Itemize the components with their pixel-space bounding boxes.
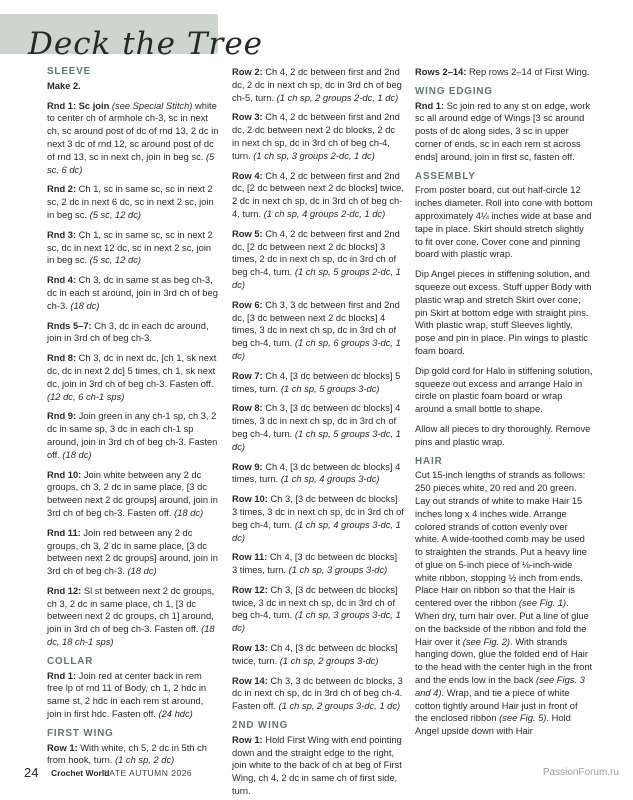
section-heading: HAIR — [415, 455, 443, 467]
stitch-count-note: (18 dc) — [62, 449, 92, 460]
instruction-text: Join white between any 2 dc groups, ch 3, 2 dc in same place, [3 dc between next 2 dc groups] around, join in 3rd ch of beg ch-3. Fasten off. — [47, 469, 218, 518]
step-label: Row 14: — [232, 675, 268, 686]
step-label: Row 10: — [232, 494, 268, 505]
instruction-text: Ch 1, sc in same sc, sc in next 2 sc, dc in next 12 dc, sc in next 2 sc, join in beg sc. — [47, 229, 213, 266]
section-heading: WING EDGING — [415, 85, 493, 97]
instruction-text: Cut 15-inch lengths of strands as follows: 250 pieces white, 20 red and 20 green. Lay out strands of white to make Hair 15 inches long x 4 inches wide. Arrange colored strands of cotton evenly over white. A wide-toothed comb may be used to straighten the strands. Put a heavy line of glue on 5-inch piece of ⅛-inch-wide white ribbon, stopping ½ inch from ends. Place Hair on ribbon so that the Hair is centered over the ribbon — [415, 470, 587, 609]
instruction-paragraph — [232, 170, 404, 221]
section-heading: 2ND WING — [232, 720, 289, 732]
step-label: Rnd 12: — [47, 585, 82, 596]
stitch-count-note: (1 ch sp, 2 groups 3-dc, 1 dc) — [278, 701, 401, 712]
instruction-paragraph — [47, 410, 219, 461]
instruction-text: white to center ch of armhole ch-3, sc in next ch, sc around post of dc of rnd 13, 2 dc in next 3 dc of rnd 12, sc around post of dc of rnd 13, sc in next ch, join in beg sc. — [47, 100, 219, 162]
step-label: Rnd 9: — [47, 411, 77, 422]
instruction-text: Ch 3, dc in next dc, [ch 1, sk next dc, dc in next 2 dc] 5 times, ch 1, sk next dc, join in 3rd ch of beg ch-3. Fasten off. — [47, 353, 217, 389]
instruction-paragraph — [232, 551, 404, 577]
step-label: Rnd 3: — [47, 229, 77, 240]
instruction-text: Ch 3, 3 dc between first and 2nd dc, [3 dc between next 2 dc blocks] 4 times, 3 dc in next ch sp, dc in 3rd ch of beg ch-4, turn. — [232, 299, 400, 349]
instruction-text: Ch 4, [3 dc between dc blocks] 4 times, turn. — [232, 461, 401, 485]
stitch-count-note: (18 dc) — [127, 566, 157, 577]
instruction-paragraph — [232, 584, 404, 635]
instruction-paragraph — [232, 642, 404, 668]
instruction-text: Ch 4, 2 dc between first and 2nd dc, 2 dc in next ch sp, dc in 3rd ch of beg ch-5, turn. — [232, 67, 402, 103]
watermark: PassionForum.ru — [542, 767, 619, 778]
step-label: Row 6: — [232, 299, 263, 310]
stitch-count-note: (1 ch sp, 5 groups 3-dc, 1 dc) — [232, 428, 401, 452]
instruction-paragraph — [47, 229, 219, 267]
step-label: Rnd 10: — [47, 469, 82, 480]
instruction-text: Ch 3, dc in each dc around, join in 3rd ch of beg ch-3. — [47, 320, 209, 344]
step-label: Rnds 5–7: — [47, 320, 92, 331]
instruction-paragraph — [232, 66, 404, 104]
instruction-paragraph — [47, 352, 219, 403]
instruction-text: Dip Angel pieces in stiffening solution, and squeeze out excess. Stuff upper Body with plastic wrap and stretch Skirt over cone, pin Skirt at bottom edge with straight pins. With plastic wrap, stuff Sleeves lightly, pose and pin in place. Pin wings to plastic foam board. — [415, 269, 592, 356]
step-label: Rnd 11: — [47, 527, 81, 538]
instruction-paragraph — [47, 469, 219, 520]
page-title: Deck the Tree — [28, 26, 264, 62]
instruction-text: . Hold Angel upside down with Hair — [415, 713, 571, 737]
instruction-text: Ch 4, 2 dc between first and 2nd dc, [2 dc between next 2 dc blocks] twice, 2 dc in next ch sp, dc in 3rd ch of beg ch-4, turn. — [232, 170, 404, 219]
instruction-text: Sc join red to any st on edge, work sc all around edge of Wings [3 sc around posts of dc along sides, 3 sc in upper corner of ends, sc in each rem st across ends] around, join in first sc, fasten off. — [415, 100, 591, 162]
step-label: Rnd 2: — [47, 184, 77, 195]
instruction-text: With white, ch 5, 2 dc in 5th ch from hook, turn. — [47, 742, 207, 766]
step-label: Rows 2–14: — [415, 67, 467, 77]
instruction-paragraph — [47, 527, 219, 578]
instruction-paragraph — [47, 183, 219, 221]
section-heading: COLLAR — [47, 655, 94, 667]
step-label: Row 5: — [232, 228, 263, 239]
instruction-text: Ch 3, [3 dc between dc blocks] 3 times, 3 dc in next ch sp, dc in 3rd ch of beg ch-4, turn. — [232, 494, 404, 530]
instruction-text: Ch 3, dc in same st as beg ch-3, dc in each st around, join in 3rd ch of beg ch-3. — [47, 275, 218, 311]
instruction-text: . With strands hanging down, glue the folded end of Hair to the head with the center high in the front and the ends low in the back — [415, 636, 593, 686]
step-label: Row 4: — [232, 170, 263, 181]
instruction-text: Ch 4, [3 dc between dc blocks] twice, turn. — [232, 643, 398, 666]
stitch-count-note: (1 ch sp, 5 groups 2-dc, 1 dc) — [232, 267, 401, 290]
instruction-paragraph — [415, 423, 593, 449]
stitch-count-note: (24 hdc) — [158, 709, 193, 720]
stitch-count-note: (1 ch sp, 4 groups 3-dc, 1 dc) — [232, 519, 401, 543]
instruction-paragraph — [47, 585, 219, 649]
section-heading: SLEEVE — [47, 66, 92, 77]
column-2 — [232, 66, 404, 800]
step-label: Row 13: — [232, 643, 268, 654]
step-label: Rnd 8: — [47, 353, 77, 364]
instruction-paragraph — [47, 320, 219, 346]
step-label: Row 2: — [232, 67, 263, 77]
instruction-text: Ch 3, 3 dc between dc blocks, 3 dc in next ch sp, dc in 3rd ch of beg ch-4. Fasten off. — [232, 675, 403, 712]
instruction-text: Join red between any 2 dc groups, ch 3, 2 dc in same place, [3 dc between next 2 dc groups] around, join in 3rd ch of beg ch-3. — [47, 527, 218, 577]
instruction-text: Dip gold cord for Halo in stiffening solution, squeeze out excess and arrange Halo in circle on plastic foam board or wrap around a small bottle to shape. — [415, 365, 593, 415]
instruction-text: Hold First Wing with end pointing down and the straight edge to the right, join white to the back of ch at beg of First Wing, ch 4, 2 dc in same ch of first side, turn. — [232, 734, 402, 797]
column-1 — [47, 66, 219, 774]
instruction-paragraph — [232, 493, 404, 544]
step-label: Row 11: — [232, 552, 268, 563]
step-label: Rnd 4: — [47, 275, 77, 286]
section-heading: FIRST WING — [47, 727, 114, 739]
instruction-paragraph — [232, 461, 404, 487]
stitch-count-note: (5 sc, 6 dc) — [47, 151, 215, 175]
step-label: Row 1: — [47, 742, 78, 753]
instruction-text: Ch 4, [3 dc between dc blocks] 5 times, turn. — [232, 370, 401, 394]
stitch-count-note: (18 dc, 18 ch-1 sps) — [47, 624, 215, 648]
stitch-count-note: (1 ch sp, 4 groups 3-dc) — [280, 474, 380, 485]
instruction-paragraph — [415, 365, 593, 416]
stitch-count-note: (1 ch sp, 3 groups 3-dc, 1 dc) — [232, 610, 401, 634]
section-heading: ASSEMBLY — [415, 170, 476, 182]
instruction-paragraph — [415, 184, 593, 261]
section-subheading: Make 2. — [47, 80, 81, 91]
instruction-paragraph — [47, 274, 219, 312]
instruction-paragraph — [232, 402, 404, 453]
stitch-count-note: (1 ch sp, 3 groups 2-dc, 1 dc) — [253, 150, 375, 161]
step-label: Row 3: — [232, 112, 263, 123]
step-label: Row 1: — [232, 734, 263, 745]
stitch-count-note: (1 ch sp, 2 groups 3-dc) — [279, 655, 379, 666]
stitch-count-note: (18 dc) — [174, 507, 204, 518]
stitch-count-note: (5 sc, 12 dc) — [89, 255, 142, 266]
stitch-count-note: (1 ch sp, 4 groups 2-dc, 1 dc) — [263, 208, 386, 219]
step-label: Row 9: — [232, 461, 263, 472]
stitch-count-note: (5 sc, 12 dc) — [89, 209, 142, 220]
instruction-paragraph — [47, 100, 219, 177]
instruction-text: Ch 1, sc in same sc, sc in next 2 sc, 2 dc in next 6 dc, sc in next 2 sc, join in beg sc. — [47, 184, 214, 220]
instruction-text: . Wrap, and tie a piece of white cotton tightly around Hair just in front of the enclosed ribbon — [415, 687, 578, 724]
instruction-paragraph — [47, 670, 219, 721]
step-label: Row 8: — [232, 403, 263, 414]
issue-label: LATE AUTUMN 2026 — [104, 768, 193, 778]
instruction-text: Join green in any ch-1 sp, ch 3, 2 dc in same sp, 3 dc in each ch-1 sp around, join in 3rd ch of beg ch-3. Fasten off. — [47, 411, 218, 460]
step-label: Row 7: — [232, 370, 263, 381]
stitch-count-note: (1 ch sp, 6 groups 3-dc, 1 dc) — [232, 338, 401, 361]
stitch-count-note: (see Figs. 3 and 4) — [415, 675, 585, 698]
stitch-count-note: (see Fig. 5) — [499, 713, 547, 724]
step-label: Rnd 1: Sc join — [47, 100, 112, 111]
column-3 — [415, 66, 593, 745]
stitch-count-note: (see Fig. 2) — [462, 636, 511, 647]
instruction-text: From poster board, cut out half-circle 12 inches diameter. Roll into cone with bottom approximately 4¼ inches wide at base and tape in place. Skirt should stretch slightly to fit over cone. Cover cone and pinning board with plastic wrap. — [415, 185, 593, 260]
instruction-paragraph — [232, 675, 404, 713]
instruction-paragraph — [47, 742, 219, 768]
instruction-text: Ch 3, [3 dc between dc blocks] 4 times, 3 dc in next ch sp, dc in 3rd ch of beg ch-4, turn. — [232, 403, 401, 439]
stitch-count-note: (1 ch sp, 2 dc) — [115, 755, 175, 766]
instruction-text: Allow all pieces to dry thoroughly. Remove pins and plastic wrap. — [415, 423, 591, 447]
instruction-text: Ch 4, [3 dc between dc blocks] 3 times, turn. — [232, 552, 398, 576]
page-footer — [14, 765, 619, 787]
step-label: Row 12: — [232, 584, 268, 595]
stitch-count-note: (12 dc, 6 ch-1 sps) — [47, 391, 125, 402]
stitch-count-note: (18 dc) — [70, 300, 100, 311]
instruction-paragraph — [232, 228, 404, 292]
page-number: 24 — [24, 765, 39, 780]
stitch-count-note: (1 ch sp, 2 groups 2-dc, 1 dc) — [276, 92, 399, 103]
instruction-text: Sl st between next 2 dc groups, ch 3, 2 dc in same place, ch 1, [3 dc between next 2 dc groups, ch 1] around, join in 3rd ch of beg ch-3. Fasten off. — [47, 585, 215, 635]
instruction-paragraph — [415, 469, 593, 738]
instruction-paragraph — [232, 111, 404, 162]
step-label: Rnd 1: — [415, 100, 445, 111]
instruction-paragraph — [232, 370, 404, 396]
instruction-paragraph — [415, 66, 593, 79]
stitch-count-note: (1 ch sp, 5 groups 3-dc) — [280, 383, 380, 394]
instruction-text: Ch 4, 2 dc between first and 2nd dc, [2 dc between next 2 dc blocks] 3 times, 2 dc in next ch sp, dc in 3rd ch of beg ch-4, turn. — [232, 228, 400, 278]
instruction-text: Join red at center back in rem free lp of rnd 11 of Body, ch 1, 2 hdc in same st, 2 hdc in each rem st around, join in first hdc. Fasten off. — [47, 670, 207, 720]
instruction-text: Ch 3, [3 dc between dc blocks] twice, 3 dc in next ch sp, dc in 3rd ch of beg ch-4, turn. — [232, 584, 398, 621]
instruction-text: Ch 4, 2 dc between first and 2nd dc, 2 dc between next 2 dc blocks, 2 dc in next ch sp, dc in 3rd ch of beg ch-4, turn. — [232, 112, 400, 161]
stitch-count-note: (see Special Stitch) — [111, 100, 193, 111]
stitch-count-note: (see Fig. 1) — [518, 598, 567, 609]
stitch-count-note: (1 ch sp, 3 groups 3-dc) — [288, 565, 388, 576]
step-label: Rnd 1: — [47, 670, 77, 681]
magazine-name: Crochet World — [51, 768, 110, 778]
instruction-paragraph — [415, 100, 593, 164]
instruction-paragraph — [232, 299, 404, 363]
instruction-paragraph — [415, 268, 593, 358]
instruction-text: Rep rows 2–14 of First Wing. — [466, 67, 590, 77]
instruction-text: . When dry, turn hair over. Put a line of glue on the backside of the ribbon and fold the Hair over it — [415, 598, 589, 647]
title-banner — [0, 14, 264, 62]
